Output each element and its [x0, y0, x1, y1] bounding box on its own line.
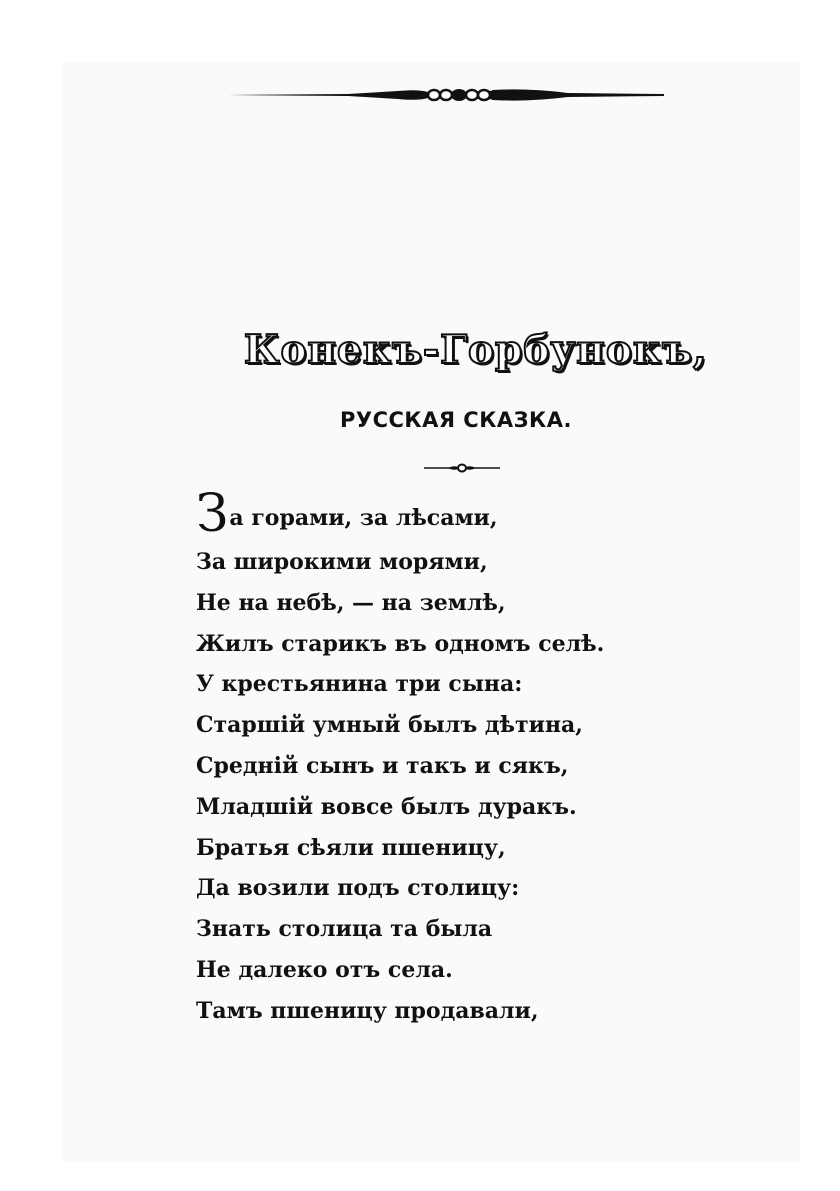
poem-line: Жилъ старикъ въ одномъ селѣ. [196, 630, 605, 657]
poem-line: Тамъ пшеницу продавали, [196, 997, 539, 1024]
small-flourish-icon [424, 461, 500, 475]
poem-text [196, 486, 604, 1032]
poem-line: Старшій умный былъ дѣтина, [196, 712, 583, 739]
dropcap-letter: З [196, 484, 229, 544]
poem-line: Да возили подъ столицу: [196, 875, 520, 902]
poem-line-1-text: а горами, за лѣсами, [229, 505, 498, 531]
poem-line: Братья сѣяли пшеницу, [196, 834, 506, 861]
book-subtitle: РУССКАЯ СКАЗКА. [340, 408, 572, 432]
poem-line-1 [196, 484, 604, 544]
poem-line: Знать столица та была [196, 916, 493, 943]
poem-line: У крестьянина три сына: [196, 671, 523, 698]
book-title: Конекъ-Горбунокъ, [244, 327, 708, 373]
decorative-rule-icon [228, 82, 664, 108]
poem-line: Средній сынъ и такъ и сякъ, [196, 752, 569, 779]
poem-line: За широкими морями, [196, 549, 488, 575]
poem-line: Младшій вовсе былъ дуракъ. [196, 793, 577, 820]
poem-line: Не далеко отъ села. [196, 956, 453, 983]
poem-line: Не на небѣ, — на землѣ, [196, 589, 506, 616]
